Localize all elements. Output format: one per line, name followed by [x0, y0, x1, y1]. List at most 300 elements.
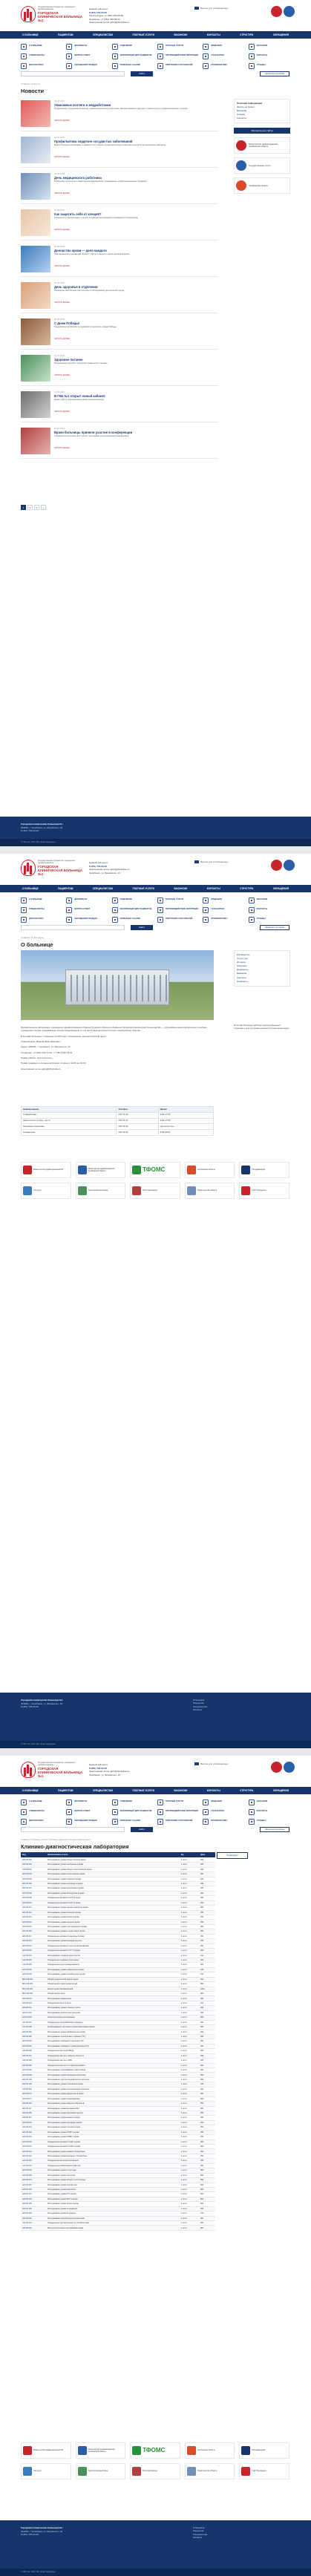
table-cell: 1 иссл.	[180, 1881, 199, 1886]
section-icon	[66, 1819, 72, 1825]
table-cell: 8:00-20:00	[158, 1130, 213, 1136]
table-cell: A09.05.054	[21, 2102, 46, 2106]
partner-banner[interactable]	[21, 2463, 71, 2479]
section-icon	[112, 917, 118, 923]
section-icon	[157, 898, 163, 903]
nav-item[interactable]: КОНТАКТЫ	[206, 1788, 220, 1792]
quick-link-tile[interactable]	[21, 53, 62, 59]
footer-org: Городская клиническая больница №1	[21, 1699, 63, 1701]
table-cell: 1 иссл.	[180, 1877, 199, 1881]
nav-item[interactable]: ВАКАНСИИ	[174, 1788, 188, 1792]
nav-item[interactable]: ПАЦИЕНТАМ	[58, 1788, 73, 1792]
vision-label: Версия для слабовидящих	[200, 1762, 229, 1765]
table-cell: A09.19.001	[21, 2010, 46, 2015]
news-title[interactable]: С Днем Победы!	[54, 321, 80, 325]
partner-logo-icon	[241, 1166, 250, 1174]
vision-link[interactable]	[194, 860, 269, 864]
quick-link-tile[interactable]	[112, 43, 153, 50]
news-title[interactable]: Здоровое питание	[54, 358, 83, 362]
read-more-link[interactable]: ЧИТАТЬ ДАЛЕЕ	[54, 228, 70, 231]
email-link[interactable]: Электронная почта: gkb1@chelzdrav.ru	[89, 1770, 130, 1773]
table-cell: Исследование уровня ЛГ в крови	[46, 2192, 180, 2197]
nav-item[interactable]: ПЛАТНЫЕ УСЛУГИ	[132, 886, 154, 890]
quick-links	[21, 1799, 289, 1825]
partner-banner[interactable]	[76, 2442, 126, 2459]
read-more-link[interactable]: ЧИТАТЬ ДАЛЕЕ	[54, 373, 70, 376]
table-cell: A09.05.132	[21, 2197, 46, 2201]
quick-link-tile[interactable]	[249, 906, 289, 913]
partner-label: ТФОМС	[143, 2446, 166, 2454]
quick-link-tile[interactable]	[157, 897, 198, 903]
news-title[interactable]: Профилактика сердечно-сосудистых заболеваний	[54, 140, 133, 143]
section-icon	[249, 917, 255, 923]
nav-item[interactable]: О БОЛЬНИЦЕ	[22, 886, 39, 890]
quick-link-tile[interactable]	[66, 916, 107, 923]
table-cell: A09.05.020	[21, 1949, 46, 1953]
partner-banner[interactable]	[185, 2442, 235, 2459]
nav-item[interactable]: СПЕЦИАЛИСТАМ	[92, 1788, 113, 1792]
quick-link-tile[interactable]	[203, 897, 243, 903]
quick-link-tile[interactable]	[203, 62, 243, 69]
table-cell: 500	[199, 2096, 215, 2101]
quick-link-tile[interactable]	[203, 1818, 243, 1825]
column-header: Код	[21, 1852, 46, 1857]
vision-link[interactable]	[194, 1762, 269, 1766]
partner-banner[interactable]	[185, 1162, 235, 1178]
quick-link-label: ДИАГНОСТИКА	[29, 918, 44, 921]
read-more-link[interactable]: ЧИТАТЬ ДАЛЕЕ	[54, 410, 70, 413]
main-nav	[0, 885, 311, 892]
email-link[interactable]: Электронная почта: gkb1@chelzdrav.ru	[89, 21, 130, 24]
news-thumbnail[interactable]	[21, 391, 50, 418]
table-cell: 1 иссл.	[180, 2145, 199, 2149]
news-thumbnail[interactable]	[21, 209, 50, 236]
search-button[interactable]: Найти	[131, 71, 153, 76]
table-cell: 1 иссл.	[180, 2039, 199, 2044]
footer-phone[interactable]: 8 (351) 735-02-00	[21, 2533, 39, 2536]
partner-logo-icon	[241, 2467, 250, 2476]
nav-item[interactable]: СТРУКТУРА	[240, 33, 254, 36]
quick-link-tile[interactable]	[66, 897, 107, 903]
page-link[interactable]: 3	[34, 505, 39, 510]
read-more-link[interactable]: ЧИТАТЬ ДАЛЕЕ	[54, 446, 70, 449]
table-cell: 250	[199, 1872, 215, 1877]
quick-link-tile[interactable]	[157, 62, 198, 69]
phone-label: Единый call-центр	[89, 1763, 108, 1766]
partner-label: Министерство здравоохранения Челябинской области	[88, 1167, 115, 1172]
phone-link[interactable]: 8 (351) 735-02-00	[89, 1766, 108, 1770]
footer-link[interactable]: Пациентам	[193, 1701, 204, 1705]
nav-item[interactable]: СТРУКТУРА	[240, 1788, 254, 1792]
news-thumbnail[interactable]	[21, 355, 50, 382]
news-excerpt: Приглашаем всех желающих принять участие в акции по сдаче донорской крови.	[54, 253, 130, 255]
table-cell: 1 иссл.	[180, 2092, 199, 2096]
nav-item[interactable]: О БОЛЬНИЦЕ	[22, 33, 39, 36]
price-list-button[interactable]: Прейскурант	[217, 1852, 248, 1859]
page-link[interactable]: 2	[27, 505, 33, 510]
section-icon	[157, 1819, 163, 1825]
news-title[interactable]: День здоровья в отделении	[54, 285, 98, 289]
quick-link-tile[interactable]	[249, 62, 289, 69]
table-cell: 1 иссл.	[180, 1939, 199, 1944]
quick-link-tile[interactable]	[21, 897, 62, 903]
sidebar-link[interactable]: Реквизиты	[237, 979, 248, 983]
quick-link-tile[interactable]	[21, 43, 62, 50]
news-list	[21, 99, 218, 462]
nav-item[interactable]: ПЛАТНЫЕ УСЛУГИ	[132, 33, 154, 36]
logo-subtitle: Государственное бюджетное учреждение здравоохранения	[38, 6, 76, 10]
table-cell: 700	[199, 2211, 215, 2216]
news-title[interactable]: Уважаемые коллеги и медработники	[54, 103, 111, 107]
quick-link-tile[interactable]	[249, 916, 289, 923]
partner-banner[interactable]	[130, 2463, 180, 2479]
table-cell: A09.05.078	[21, 2178, 46, 2183]
news-title[interactable]: Как защитить себя от клещей?	[54, 212, 102, 216]
table-cell: 1 иссл.	[180, 2187, 199, 2191]
nav-item[interactable]: ОБРАЩЕНИЯ	[272, 1788, 289, 1792]
read-more-link[interactable]: ЧИТАТЬ ДАЛЕЕ	[54, 192, 70, 194]
news-title[interactable]: Врачи больницы приняли участие в конференции	[54, 431, 133, 434]
section-icon	[21, 917, 27, 923]
breadcrumb[interactable]: Главная / О больнице	[21, 936, 44, 939]
nav-item[interactable]: СПЕЦИАЛИСТАМ	[92, 886, 113, 890]
nav-item[interactable]: ПЛАТНЫЕ УСЛУГИ	[132, 1788, 154, 1792]
table-cell: Бактериологическое исследование крови	[46, 2226, 180, 2230]
footer-link[interactable]: Пациентам	[193, 2529, 204, 2533]
quick-link-tile[interactable]	[21, 62, 62, 69]
hospital-photo	[21, 950, 214, 1020]
quick-link-tile[interactable]	[112, 62, 153, 69]
breadcrumb[interactable]: Главная / Платные услуги / Клинико-диагностическая лаборатория	[21, 1838, 91, 1841]
nav-item[interactable]: КОНТАКТЫ	[206, 886, 220, 890]
quick-link-tile[interactable]	[112, 1808, 153, 1815]
nav-item[interactable]: ПАЦИЕНТАМ	[58, 33, 73, 36]
quick-link-tile[interactable]	[112, 916, 153, 923]
nav-item[interactable]: ВАКАНСИИ	[174, 33, 188, 36]
quick-link-tile[interactable]	[21, 1808, 62, 1815]
about-paragraph: Прием граждан по личным вопросам: вторник с 14:00 до 16:00	[21, 1062, 86, 1065]
banner[interactable]	[234, 137, 290, 154]
partner-banner[interactable]	[21, 2442, 71, 2459]
table-cell: B03.016.003	[21, 1982, 46, 1987]
table-cell: 250	[199, 1891, 215, 1895]
footer-phone[interactable]: 8 (351) 735-02-00	[21, 1705, 39, 1708]
table-cell: A09.05.019	[21, 1944, 46, 1948]
quick-link-tile[interactable]	[157, 906, 198, 913]
footer-link[interactable]: О больнице	[193, 2526, 205, 2529]
table-cell: A26.06.041	[21, 2053, 46, 2058]
table-cell: 550	[199, 2073, 215, 2077]
nav-item[interactable]: О БОЛЬНИЦЕ	[22, 1788, 39, 1792]
read-more-link[interactable]: ЧИТАТЬ ДАЛЕЕ	[54, 301, 70, 304]
section-icon	[203, 1819, 209, 1825]
partner-banner[interactable]	[239, 2463, 289, 2479]
table-cell: 650	[199, 2111, 215, 2115]
vision-link[interactable]	[194, 7, 269, 10]
quick-link-tile[interactable]	[66, 1808, 107, 1815]
section-icon	[203, 63, 209, 69]
sidebar-link[interactable]: Лицензии	[237, 964, 247, 968]
sidebar-link[interactable]: Структура	[237, 957, 248, 961]
section-icon	[112, 1819, 118, 1825]
quick-link-tile[interactable]	[112, 1799, 153, 1805]
appointment-button[interactable]: Записаться на прием	[260, 925, 289, 930]
nav-item[interactable]: ПАЦИЕНТАМ	[58, 886, 73, 890]
quick-link-tile[interactable]	[66, 1799, 107, 1805]
news-title[interactable]: День медицинского работника	[54, 176, 102, 180]
search-input[interactable]	[21, 925, 125, 930]
about-text	[21, 1026, 214, 1073]
sidebar-link[interactable]: Вакансии	[237, 109, 247, 113]
table-cell: 550	[199, 1982, 215, 1987]
quick-link-tile[interactable]	[157, 43, 198, 50]
quick-link-tile[interactable]	[112, 906, 153, 913]
partner-logo-icon	[132, 1166, 141, 1174]
coat-of-arms-icon	[271, 860, 282, 871]
search-input[interactable]	[21, 1827, 125, 1832]
table-cell: 232-73-44	[117, 1118, 158, 1124]
quick-link-tile[interactable]	[157, 916, 198, 923]
quick-link-label: ПЛАТНЫЕ УСЛУГИ	[165, 898, 184, 901]
news-thumbnail[interactable]	[21, 428, 50, 454]
news-thumbnail[interactable]	[21, 137, 50, 163]
table-cell: 1200	[199, 1987, 215, 1991]
nav-item[interactable]: СПЕЦИАЛИСТАМ	[92, 33, 113, 36]
quick-link-tile[interactable]	[66, 62, 107, 69]
sidebar-link[interactable]: Запись на прием	[237, 105, 255, 109]
table-cell: 200	[199, 1996, 215, 2001]
section-icon	[203, 1799, 209, 1805]
search-button[interactable]: Найти	[131, 1827, 153, 1832]
quick-link-label: ВОПРОС-ОТВЕТ	[74, 54, 91, 57]
banner[interactable]	[234, 157, 290, 174]
partner-banner[interactable]	[185, 1183, 235, 1199]
table-cell: Исследование тиреотропного гормона (ТТГ)	[46, 2034, 180, 2039]
quick-link-tile[interactable]	[249, 1808, 289, 1815]
sidebar-link[interactable]: Отзывы	[237, 113, 245, 117]
quick-link-tile[interactable]	[157, 1818, 198, 1825]
table-cell: 1 иссл.	[180, 1944, 199, 1948]
partner-banner[interactable]	[239, 2442, 289, 2459]
phone-link[interactable]: 8 (351) 735-02-00	[89, 864, 108, 868]
quick-link-tile[interactable]	[203, 53, 243, 59]
logo[interactable]	[21, 1762, 83, 1780]
official-sites-button[interactable]: Официальные сайты	[234, 128, 290, 134]
page-link[interactable]: 1	[21, 505, 26, 510]
quick-link-tile[interactable]	[112, 53, 153, 59]
email-link[interactable]: Электронная почта: gkb1@chelzdrav.ru	[21, 1067, 62, 1070]
quick-link-tile[interactable]	[203, 1808, 243, 1815]
phone-link[interactable]: 8 (351) 735-02-00	[89, 10, 108, 14]
news-title[interactable]: Донорство крови — дело каждого	[54, 249, 107, 252]
banner[interactable]	[234, 177, 290, 194]
table-cell: A09.05.117	[21, 2106, 46, 2111]
section-icon	[249, 63, 255, 69]
news-thumbnail[interactable]	[21, 318, 50, 345]
quick-link-tile[interactable]	[203, 1799, 243, 1805]
footer-link[interactable]: Специалистам	[193, 2532, 208, 2536]
section-icon	[21, 1809, 27, 1815]
quick-link-tile[interactable]	[66, 53, 107, 59]
partner-banner[interactable]	[76, 2463, 126, 2479]
page-next[interactable]: »	[41, 505, 46, 510]
news-title[interactable]: В ГКБ №1 открыт новый кабинет	[54, 394, 105, 398]
read-more-link[interactable]: ЧИТАТЬ ДАЛЕЕ	[54, 264, 70, 267]
search-row	[21, 1827, 289, 1833]
sidebar-menu	[234, 950, 290, 987]
partner-banner[interactable]	[130, 1162, 180, 1178]
footer-info	[21, 823, 132, 833]
news-excerpt: Специалисты больницы выступили с докладами на региональной конференции.	[54, 435, 130, 437]
quick-link-tile[interactable]	[157, 53, 198, 59]
quick-link-tile[interactable]	[249, 897, 289, 903]
quick-link-tile[interactable]	[249, 1799, 289, 1805]
appointment-button[interactable]: Записаться на прием	[260, 1827, 289, 1832]
header-contacts	[89, 7, 167, 24]
email-link[interactable]: Электронная почта: gkb1@chelzdrav.ru	[89, 868, 130, 871]
quick-link-label: ДИАГНОСТИКА	[29, 1820, 44, 1823]
footer-link[interactable]: Контакты	[193, 1708, 203, 1712]
table-cell: A09.05.206	[21, 2087, 46, 2091]
quick-link-label: КОНТАКТЫ	[256, 54, 268, 57]
read-more-link[interactable]: ЧИТАТЬ ДАЛЕЕ	[54, 119, 70, 122]
emblems	[269, 860, 296, 872]
quick-link-tile[interactable]	[21, 916, 62, 923]
quick-link-tile[interactable]	[66, 43, 107, 50]
news-excerpt: Поздравляем ветеранов, сотрудников и пациентов с Днем Победы.	[54, 326, 117, 328]
footer-phone[interactable]: 8 (351) 735-02-00	[21, 829, 39, 832]
column-header: Наименование	[22, 1107, 117, 1113]
nav-item[interactable]: ВАКАНСИИ	[174, 886, 188, 890]
table-cell: 1 иссл.	[180, 1886, 199, 1891]
read-more-link[interactable]: ЧИТАТЬ ДАЛЕЕ	[54, 155, 70, 158]
table-cell: Исследование уровня С-реактивного белка	[46, 1929, 180, 1934]
table-cell: 400	[199, 2049, 215, 2053]
quick-link-label: ИНФОРМАЦИЯ ДЛЯ ПАЦИЕНТОВ	[120, 54, 152, 57]
footer-link[interactable]: Контакты	[193, 2536, 203, 2540]
table-cell: 1 иссл.	[180, 2059, 199, 2063]
about-paragraph: Муниципальное автономное учреждение здравоохранения Ордена Трудового Красного Знамени Городская клиническая больница №1 — крупнейшее многопрофильное лечебное учреждение города, оказывающее специализированную, в том числе высокотехнологичную, медицинскую помощь.	[21, 1026, 207, 1033]
quick-link-tile[interactable]	[112, 1818, 153, 1825]
read-more-link[interactable]: ЧИТАТЬ ДАЛЕЕ	[54, 337, 70, 340]
quick-link-tile[interactable]	[66, 1818, 107, 1825]
partner-banner[interactable]	[130, 2442, 180, 2459]
quick-link-label: ВАКАНСИИ	[256, 45, 268, 48]
quick-link-tile[interactable]	[21, 1799, 62, 1805]
quick-link-tile[interactable]	[21, 1818, 62, 1825]
footer-link[interactable]: Специалистам	[193, 1704, 208, 1708]
partner-banner[interactable]	[130, 1183, 180, 1199]
quick-link-tile[interactable]	[249, 1818, 289, 1825]
table-cell: круглосуточно	[158, 1124, 213, 1130]
nav-item[interactable]: ОБРАЩЕНИЯ	[272, 886, 289, 890]
partner-banner[interactable]	[21, 1183, 71, 1199]
quick-link-tile[interactable]	[157, 1799, 198, 1805]
partner-banner[interactable]	[76, 1162, 126, 1178]
quick-link-tile[interactable]	[203, 43, 243, 50]
news-thumbnail[interactable]	[21, 282, 50, 309]
section-icon	[203, 53, 209, 59]
table-cell: 350	[199, 2130, 215, 2134]
breadcrumb[interactable]: Главная / Новости	[21, 82, 40, 85]
quick-link-label: ОБРАЩЕНИЯ ГРАЖДАН	[74, 918, 98, 921]
search-input[interactable]	[21, 71, 125, 76]
sidebar-link[interactable]: История	[237, 961, 246, 964]
quick-link-tile[interactable]	[203, 916, 243, 923]
nav-item[interactable]: ОБРАЩЕНИЯ	[272, 33, 289, 36]
table-cell: 250	[199, 1881, 215, 1886]
partner-banner[interactable]	[21, 1162, 71, 1178]
quick-link-label: ПОЛЕЗНЫЕ ССЫЛКИ	[120, 918, 141, 921]
table-cell: 1 иссл.	[180, 2202, 199, 2206]
partner-banner[interactable]	[239, 1162, 289, 1178]
news-item	[21, 390, 218, 422]
news-date: 09.06.2023	[54, 172, 65, 175]
table-cell: Справочная	[22, 1130, 117, 1136]
quick-link-tile[interactable]	[249, 53, 289, 59]
search-button[interactable]: Найти	[131, 925, 153, 930]
table-cell: B03.016.002	[21, 1977, 46, 1981]
logo[interactable]	[21, 860, 83, 878]
table-cell: Исследование уровня лейкоцитов в крови	[46, 1967, 180, 1972]
partner-banner[interactable]	[239, 1183, 289, 1199]
quick-link-tile[interactable]	[203, 906, 243, 913]
sidebar-link[interactable]: Контакты	[237, 975, 246, 979]
sidebar-link[interactable]: Руководство	[237, 953, 250, 956]
footer-link[interactable]: О больнице	[193, 1699, 205, 1701]
quick-link-tile[interactable]	[112, 897, 153, 903]
sidebar-link[interactable]: Вакансии	[237, 972, 247, 975]
quick-link-label: ПРОГРАММА ГОСГАРАНТИЙ	[165, 1820, 193, 1823]
table-cell: A08.05.004	[21, 1967, 46, 1972]
sidebar-link[interactable]: Контакты	[237, 117, 246, 120]
nav-item[interactable]: КОНТАКТЫ	[206, 33, 220, 36]
page-lab	[0, 1756, 311, 2576]
news-thumbnail[interactable]	[21, 246, 50, 272]
news-thumbnail[interactable]	[21, 173, 50, 200]
quick-link-tile[interactable]	[157, 1808, 198, 1815]
news-item	[21, 426, 218, 459]
table-cell: A12.06.015	[21, 2159, 46, 2163]
quick-link-tile[interactable]	[249, 43, 289, 50]
table-cell: 450	[199, 2034, 215, 2039]
sidebar-link[interactable]: Документы	[237, 968, 249, 972]
table-cell: 1 иссл.	[180, 2192, 199, 2197]
table-cell: Исследование уровня иммуноглобулина Е	[46, 2102, 180, 2106]
quick-link-label: ПРОТИВОДЕЙСТВИЕ КОРРУПЦИИ	[165, 1810, 198, 1813]
table-cell: Исследование уровня пролактина	[46, 2183, 180, 2187]
appointment-button[interactable]: Записаться на прием	[260, 71, 289, 76]
table-cell: 1 иссл.	[180, 2096, 199, 2101]
partner-banner[interactable]	[76, 1183, 126, 1199]
table-cell: 1 иссл.	[180, 1867, 199, 1871]
news-date: 30.06.2023	[54, 99, 65, 102]
quick-link-label: ПОЛЕЗНЫЕ ССЫЛКИ	[120, 1820, 141, 1823]
partner-label: Правительство области	[197, 2470, 217, 2473]
news-thumbnail[interactable]	[21, 100, 50, 127]
nav-item[interactable]: СТРУКТУРА	[240, 886, 254, 890]
table-cell: Исследование уровня глюкозы в моче	[46, 2006, 180, 2010]
table-cell: Исследование свободного тироксина (Т4)	[46, 2039, 180, 2044]
quick-link-tile[interactable]	[66, 906, 107, 913]
quick-link-tile[interactable]	[21, 906, 62, 913]
partner-banner[interactable]	[185, 2463, 235, 2479]
partner-logo-icon	[23, 1186, 32, 1195]
logo[interactable]	[21, 6, 83, 24]
section-icon	[21, 53, 27, 59]
table-cell: 1 иссл.	[180, 2130, 199, 2134]
table-cell: Исследование уровня кортизола	[46, 2187, 180, 2191]
